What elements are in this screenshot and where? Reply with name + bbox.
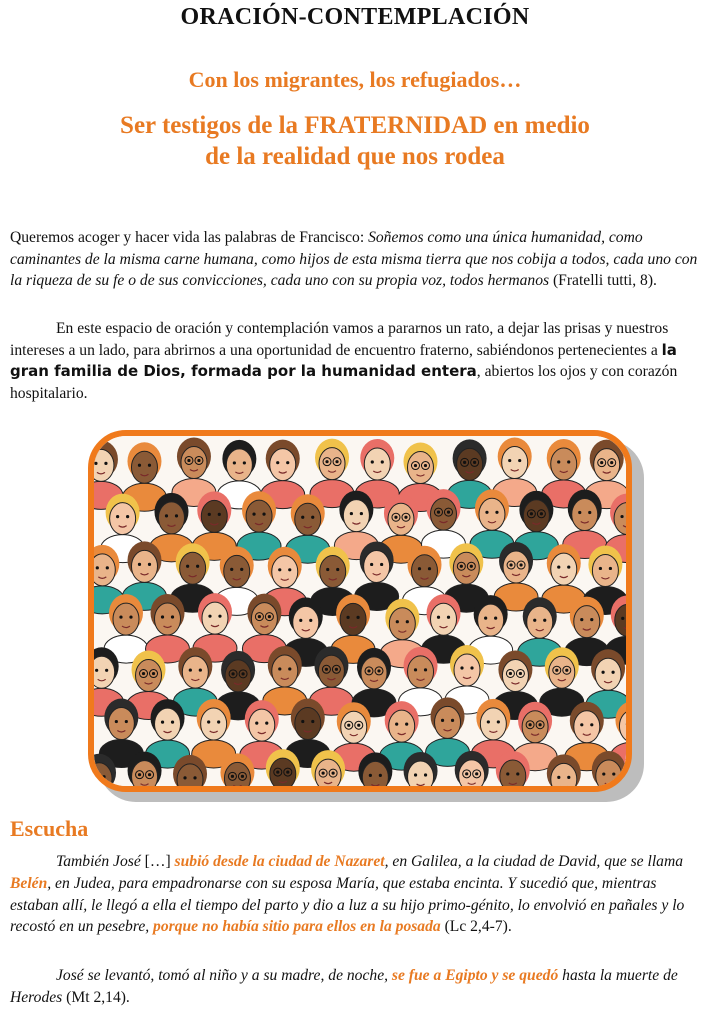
francisco-quote: Soñemos como una única humanidad, como caminantes de la misma carne humana, como hijos de esta misma tierra que nos cobija a todos, cada uno con la riqueza de su fe o de sus convicciones, cada uno con su propia voz, todos hermanos	[10, 229, 698, 289]
page-title: ORACIÓN-CONTEMPLACIÓN	[180, 4, 530, 30]
intro2-text-a: En este espacio de oración y contemplación vamos a pararnos un rato, a dejar las prisas y nuestros intereses a un lado, para abrirnos a una oportunidad de encuentro fraterno, sabiéndonos pertenecientes a	[10, 320, 669, 359]
q1-text-c: , en Galilea, a la ciudad de David, que se llama	[384, 853, 684, 870]
crowd-illustration	[88, 430, 636, 796]
intro-paragraph	[10, 227, 700, 292]
q2-reference: (Mt 2,14).	[62, 988, 130, 1006]
q1-highlight-nazaret: subió desde la ciudad de Nazaret	[174, 853, 385, 870]
section-heading-escucha: Escucha	[10, 816, 89, 841]
q2-highlight-egipto: se fue a Egipto y se quedó	[391, 967, 559, 984]
illustration-frame	[88, 430, 632, 792]
headline-line-1: Ser testigos de la FRATERNIDAD en medio	[120, 112, 590, 139]
q2-text-b: hasta la muerte de Herodes	[10, 967, 678, 1006]
q1-highlight-posada: porque no había sitio para ellos en la posada	[153, 918, 441, 936]
scripture-quote-luke	[10, 851, 700, 938]
scripture-quote-matthew	[10, 965, 700, 1009]
intro2-text-b: , abiertos los ojos y con corazón hospitalario.	[10, 363, 678, 402]
headline	[0, 110, 710, 172]
q1-reference: (Lc 2,4-7).	[440, 918, 512, 936]
q1-highlight-belen: Belén	[10, 874, 48, 892]
q1-text-d: , en Judea, para empadronarse con su esposa María, que estaba encinta. Y sucedió que, mientras estaban allí, le llegó a ella el tiempo del parto y dio a luz a su hijo primo-génito, lo envolvió en pañales y lo recostó en un pesebre,	[10, 874, 685, 936]
headline-line-2: de la realidad que nos rodea	[205, 143, 505, 170]
intro2-bold: la gran familia de Dios, formada por la humanidad entera	[10, 340, 677, 380]
crowd-faces-image	[94, 436, 626, 786]
quote-reference: (Fratelli tutti, 8).	[549, 272, 657, 289]
intro-lead: Queremos acoger y hacer vida las palabras de Francisco:	[10, 229, 369, 246]
intro-paragraph-2	[10, 318, 700, 404]
subtitle: Con los migrantes, los refugiados…	[188, 67, 522, 92]
q2-text-a: José se levantó, tomó al niño y a su madre, de noche,	[56, 967, 392, 984]
q1-text-a: También José	[56, 853, 145, 870]
q1-ellipsis: […]	[144, 853, 171, 870]
